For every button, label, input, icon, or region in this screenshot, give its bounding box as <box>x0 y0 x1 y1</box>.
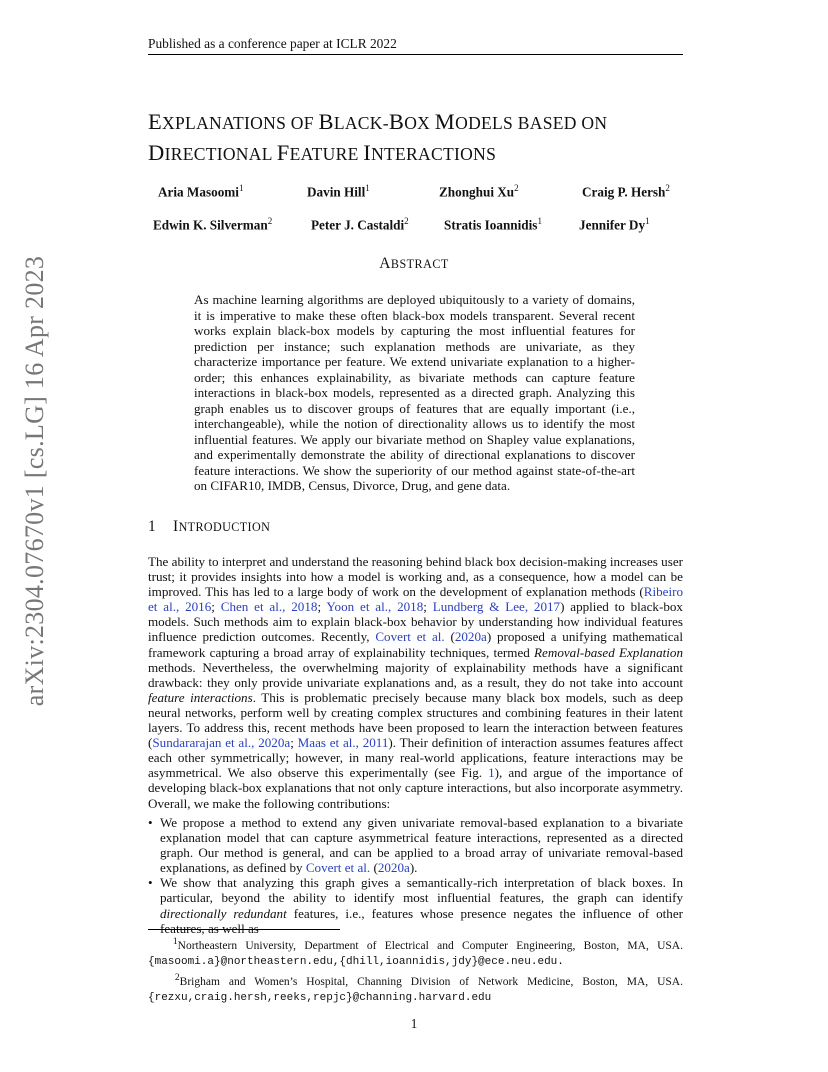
intro-paragraph: The ability to interpret and understand the reasoning behind black box decision-making increases user trust; it provides insights into how a model is working and, as a consequence, how a model can be improved. This has led to a large body of work on the development of explanation methods (Ribeiro et al., 2016; Chen et al., 2018; Yoon et al., 2018; Lundberg & Lee, 2017) applied to black-box models. Such methods aim to explain black-box behavior by understanding how individual features influence prediction outcomes. Recently, Covert et al. (2020a) proposed a unifying mathematical framework capturing a broad array of explainability techniques, termed Removal-based Explanation methods. Nevertheless, the overwhelming majority of explainability methods have a significant drawback: they only provide univariate explanations and, as a result, they do not take into account feature interactions. This is problematic precisely because many black box models, such as deep neural networks, perform well by creating complex structures and combining features in their latent layers. To address this, recent methods have been proposed to learn the interaction between features (Sundararajan et al., 2020a; Maas et al., 2011). Their definition of interaction assumes features affect each other symmetrically; however, in many real-world applications, feature interactions may be asymmetrical. We also observe this experimentally (see Fig. 1), and argue of the importance of developing black-box explanations that not only capture interactions, but also incorporate asymmetry. Overall, we make the following contributions: <box>148 554 684 811</box>
footnote-2: $^2$Brigham and Women’s Hospital, Channing Division of Network Medicine, Boston, MA, USA. {rezxu,craig.hersh,reeks,repjc}@channing.harvard.edu <box>148 971 683 1004</box>
list-item: • We propose a method to extend any given univariate removal-based explanation to a bivariate explanation model that can capture asymmetrical feature interactions, represented as a directed graph. Our method is general, and can be applied to a broad array of univariate removal-based explanations, as defined by Covert et al. (2020a). <box>148 815 683 876</box>
citation-link[interactable]: 2020a <box>454 629 487 645</box>
arxiv-stamp <box>20 255 50 706</box>
paper-title <box>148 107 708 169</box>
citation-link[interactable]: Covert et al. <box>375 629 445 645</box>
bullet-icon: • <box>148 815 153 830</box>
contributions-list <box>148 815 683 936</box>
citation-link[interactable]: Yoon et al., 2018 <box>326 599 424 615</box>
citation-link[interactable]: Maas et al., 2011 <box>297 735 389 751</box>
citation-link[interactable]: Covert et al. <box>305 860 371 876</box>
figure-ref-link[interactable]: 1 <box>488 765 495 781</box>
arxiv-stamp-text: arXiv:2304.07670v1 [cs.LG] 16 Apr 2023 <box>20 255 49 706</box>
author: Craig P. Hersh$^2$ <box>582 183 670 200</box>
author: Jennifer Dy$^1$ <box>579 216 650 233</box>
author: Edwin K. Silverman$^2$ <box>153 216 273 233</box>
section-heading: 1 INTRODUCTION <box>148 518 271 535</box>
title-line-1: EXPLANATIONS OF BLACK-BOX MODELS BASED ON <box>148 109 608 134</box>
abstract-heading: ABSTRACT <box>379 255 449 272</box>
citation-link[interactable]: 2020a <box>377 860 410 876</box>
footnote-1: $^1$Northeastern University, Department of Electrical and Computer Engineering, Boston, MA, USA. {masoomi.a}@northeastern.edu,{dhill,ioannidis,jdy}@ece.neu.edu. <box>148 936 683 968</box>
page-number: 1 <box>410 1016 418 1031</box>
abstract-text: As machine learning algorithms are deployed ubiquitously to a variety of domains, it is imperative to make these often black-box models transparent. Several recent works explain black-box models by capturing the most influential features for prediction per instance; such explanation methods are univariate, as they characterize importance per feature. We extend univariate explanation to a higher-order; this enhances explainability, as bivariate methods can capture feature interactions in black-box models, represented as a directed graph. Analyzing this graph enables us to discover groups of features that are equally important (i.e., interchangeable), while the notion of directionality allows us to identify the most influential features. We apply our bivariate method on Shapley value explanations, and experimentally demonstrate the ability of directional explanations to discover feature interactions. We show the superiority of our method against state-of-the-art on CIFAR10, IMDB, Census, Divorce, Drug, and gene data. <box>194 292 635 493</box>
author: Stratis Ioannidis$^1$ <box>444 216 542 233</box>
citation-link[interactable]: Ribeiro et al., 2016 <box>148 584 683 615</box>
citation-link[interactable]: Sundararajan et al., 2020a <box>152 735 291 751</box>
footnotes <box>148 934 683 1006</box>
header-rule <box>148 54 683 55</box>
title-line-2: DIRECTIONAL FEATURE INTERACTIONS <box>148 140 497 165</box>
author: Davin Hill$^1$ <box>307 183 370 200</box>
bullet-icon: • <box>148 875 153 891</box>
footnote-rule <box>148 929 340 930</box>
author: Aria Masoomi$^1$ <box>158 183 244 200</box>
running-header: Published as a conference paper at ICLR 2022 <box>148 36 397 51</box>
author: Peter J. Castaldi$^2$ <box>311 216 409 233</box>
citation-link[interactable]: Lundberg & Lee, 2017 <box>432 599 561 615</box>
citation-link[interactable]: Chen et al., 2018 <box>220 599 318 615</box>
list-item: • We show that analyzing this graph gives a semantically-rich interpretation of black boxes. In particular, beyond the ability to identify most influential features, the graph can identify directionally redundant features, i.e., features whose presence negates the influence of other features, as well as <box>148 875 683 936</box>
author: Zhonghui Xu$^2$ <box>439 183 519 200</box>
